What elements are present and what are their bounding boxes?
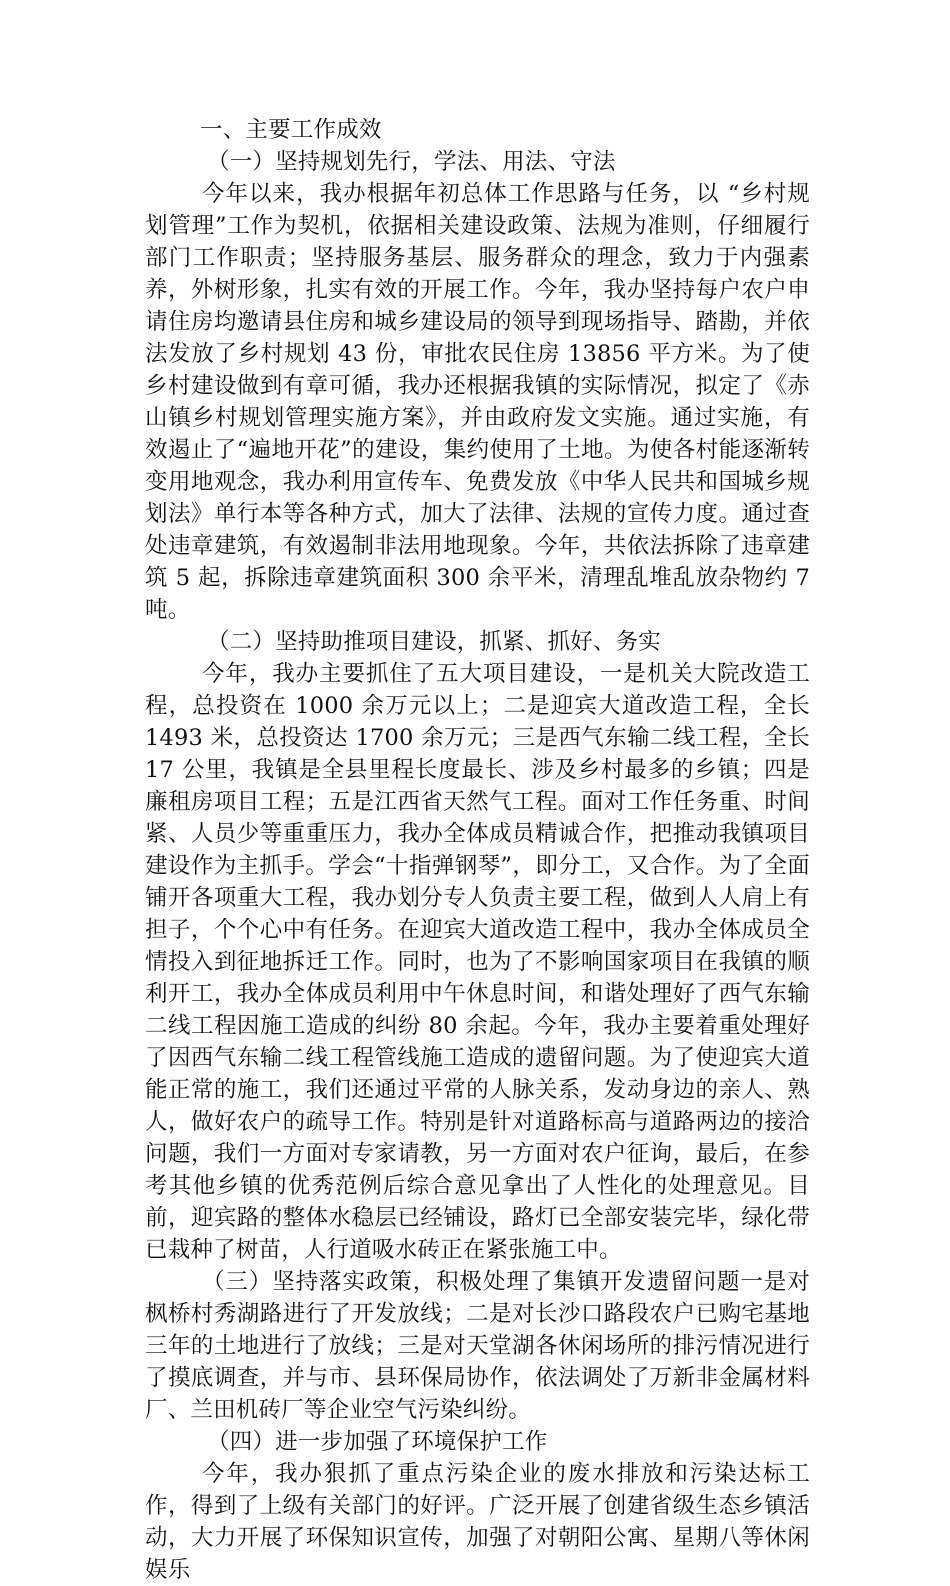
section-1-body: 今年以来，我办根据年初总体工作思路与任务，以 “乡村规划管理”工作为契机，依据相关建设政策、法规为准则，仔细履行部门工作职责；坚持服务基层、服务群众的理念，致力于内强素养，外树形象，扎实有效的开展工作。今年，我办坚持每户农户申请住房均邀请县住房和城乡建设局的领导到现场指导、踏勘，并依法发放了乡村规划 43 份，审批农民住房 13856 平方米。为了使乡村建设做到有章可循，我办还根据我镇的实际情况，拟定了《赤山镇乡村规划管理实施方案》，并由政府发文实施。通过实施，有效遏止了“遍地开花”的建设，集约使用了土地。为使各村能逐渐转变用地观念，我办利用宣传车、免费发放《中华人民共和国城乡规划法》单行本等各种方式，加大了法律、法规的宣传力度。通过查处违章建筑，有效遏制非法用地现象。今年，共依法拆除了违章建筑 5 起，拆除违章建筑面积 300 余平米，清理乱堆乱放杂物约 7 吨。 bbox=[145, 181, 810, 623]
document-page bbox=[145, 114, 810, 1586]
section-1-heading: （一）坚持规划先行，学法、用法、守法 bbox=[207, 149, 616, 175]
section-3-body: （三）坚持落实政策，积极处理了集镇开发遗留问题一是对枫桥村秀湖路进行了开发放线；二是对长沙口路段农户已购宅基地三年的土地进行了放线；三是对天堂湖各休闲场所的排污情况进行了摸底调查，并与市、县环保局协作，依法调处了万新非金属材料厂、兰田机砖厂等企业空气污染纠纷。 bbox=[145, 1269, 810, 1423]
section-title: 一、主要工作成效 bbox=[200, 117, 382, 143]
section-2-body: 今年，我办主要抓住了五大项目建设，一是机关大院改造工程，总投资在 1000 余万元以上；二是迎宾大道改造工程，全长 1493 米，总投资达 1700 余万元；三是西气东输二线工程，全长 17 公里，我镇是全县里程长度最长、涉及乡村最多的乡镇；四是廉租房项目工程；五是江西省天然气工程。面对工作任务重、时间紧、人员少等重重压力，我办全体成员精诚合作，把推动我镇项目建设作为主抓手。学会“十指弹钢琴”，即分工，又合作。为了全面铺开各项重大工程，我办划分专人负责主要工程，做到人人肩上有担子，个个心中有任务。在迎宾大道改造工程中，我办全体成员全情投入到征地拆迁工作。同时，也为了不影响国家项目在我镇的顺利开工，我办全体成员利用中午休息时间，和谐处理好了西气东输二线工程因施工造成的纠纷 80 余起。今年，我办主要着重处理好了因西气东输二线工程管线施工造成的遗留问题。为了使迎宾大道能正常的施工，我们还通过平常的人脉关系，发动身边的亲人、熟人，做好农户的疏导工作。特别是针对道路标高与道路两边的接洽问题，我们一方面对专家请教，另一方面对农户征询，最后，在参考其他乡镇的优秀范例后综合意见拿出了人性化的处理意见。目前，迎宾路的整体水稳层已经铺设，路灯已全部安装完毕，绿化带已栽种了树苗，人行道吸水砖正在紧张施工中。 bbox=[145, 661, 810, 1263]
section-4-heading: （四）进一步加强了环境保护工作 bbox=[207, 1429, 548, 1455]
section-4-body: 今年，我办狠抓了重点污染企业的废水排放和污染达标工作，得到了上级有关部门的好评。广泛开展了创建省级生态乡镇活动，大力开展了环保知识宣传，加强了对朝阳公寓、星期八等休闲娱乐 bbox=[145, 1461, 810, 1583]
section-2-heading: （二）坚持助推项目建设，抓紧、抓好、务实 bbox=[207, 629, 662, 655]
